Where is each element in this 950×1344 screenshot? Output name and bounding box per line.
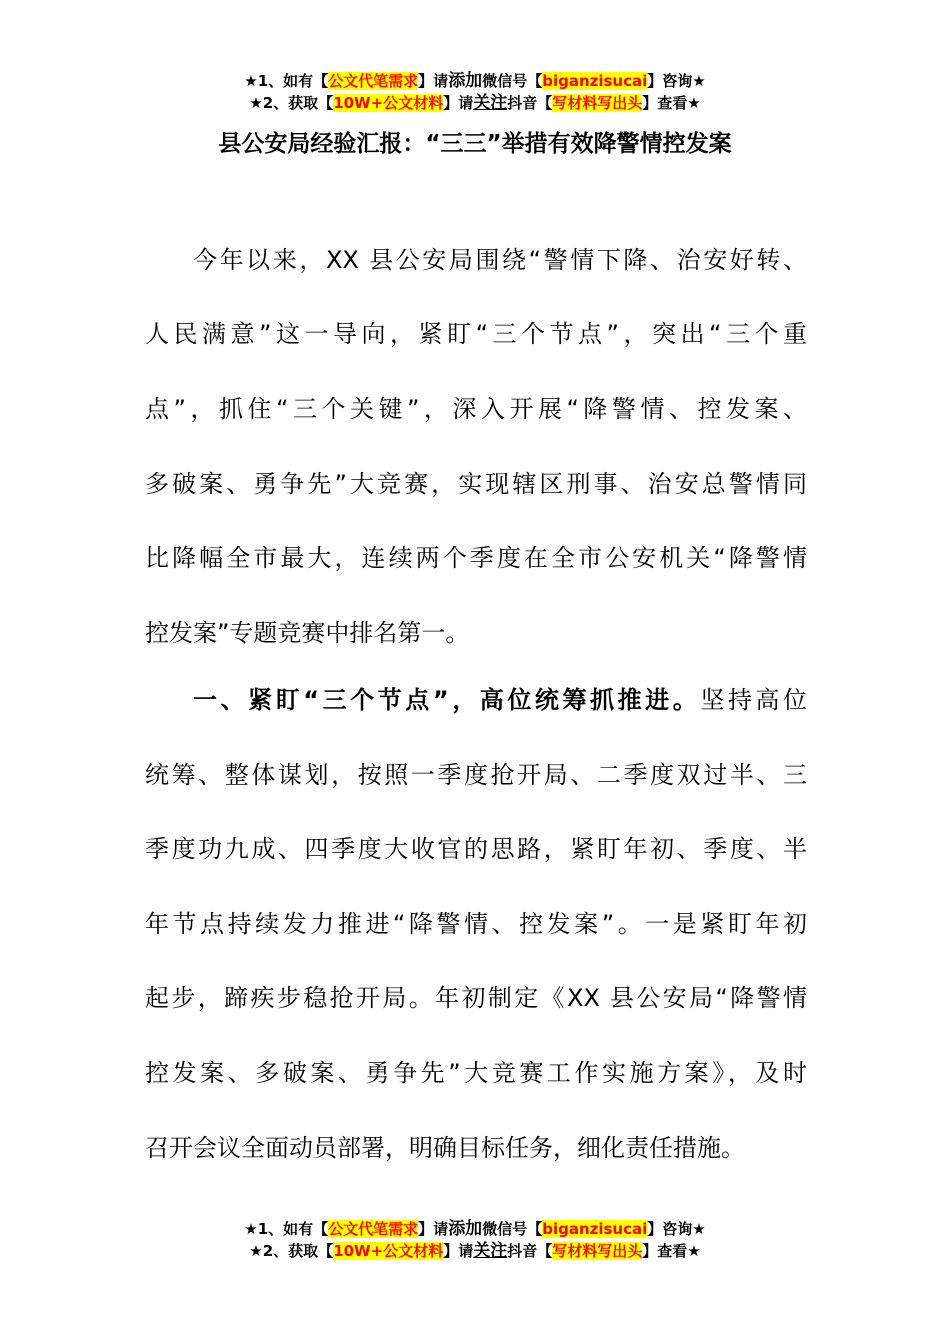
highlight-materials: 10W+公文材料	[333, 94, 444, 112]
emphasis-text: 添加	[448, 1219, 483, 1239]
banner-text: 抖音【	[507, 94, 553, 112]
paragraph-line: 今年以来，XX 县公安局围绕“警情下降、治安好转、	[193, 246, 807, 274]
paragraph-line: 点”，抓住“三个关键”，深入开展“降警情、控发案、	[145, 395, 807, 423]
banner-text: 】请	[418, 1220, 449, 1238]
document-title: 县公安局经验汇报：“三三”举措有效降警情控发案	[218, 131, 732, 157]
banner-text: ★1、如有【	[244, 72, 329, 90]
banner-line-2	[0, 1240, 950, 1262]
paragraph-line: 控发案、多破案、勇争先”大竞赛工作实施方案》，及时	[145, 1059, 807, 1087]
paragraph-line: 统筹、整体谋划，按照一季度抢开局、二季度双过半、三	[145, 761, 807, 789]
paragraph-line: 人民满意”这一导向，紧盯“三个节点”，突出“三个重	[145, 320, 807, 348]
emphasis-text: 关注	[473, 1241, 508, 1261]
paragraph-line: 控发案”专题竞赛中排名第一。	[145, 619, 470, 647]
section-heading: 一、紧盯“三个节点”，高位统筹抓推进。	[193, 686, 701, 714]
banner-line-1	[0, 70, 950, 92]
paragraph-line: 季度功九成、四季度大收官的思路，紧盯年初、季度、半	[145, 835, 807, 863]
emphasis-text: 关注	[473, 93, 508, 113]
highlight-douyin-account: 写材料写出头	[552, 94, 643, 112]
banner-text: ★2、获取【	[249, 94, 334, 112]
paragraph-line: 年节点持续发力推进“降警情、控发案”。一是紧盯年初	[145, 910, 807, 938]
banner-text: ★2、获取【	[249, 1242, 334, 1260]
paragraph-line: 召开会议全面动员部署，明确目标任务，细化责任措施。	[145, 1134, 745, 1162]
header-banner	[0, 70, 950, 114]
banner-text: ★1、如有【	[244, 1220, 329, 1238]
banner-text: 】咨询★	[647, 1220, 706, 1238]
footer-banner	[0, 1218, 950, 1262]
banner-text: 】请	[418, 72, 449, 90]
banner-text: 微信号【	[482, 72, 543, 90]
banner-text: 】请	[443, 1242, 474, 1260]
highlight-service: 公文代笔需求	[328, 1220, 419, 1238]
highlight-wechat-id: biganzisucai	[542, 72, 648, 90]
banner-text: 】查看★	[642, 1242, 701, 1260]
banner-line-2	[0, 92, 950, 114]
banner-text: 】查看★	[642, 94, 701, 112]
highlight-wechat-id: biganzisucai	[542, 1220, 648, 1238]
paragraph-line: 起步，蹄疾步稳抢开局。年初制定《XX 县公安局“降警情	[145, 984, 807, 1012]
highlight-douyin-account: 写材料写出头	[552, 1242, 643, 1260]
paragraph-text: 坚持高位	[700, 686, 808, 714]
highlight-materials: 10W+公文材料	[333, 1242, 444, 1260]
emphasis-text: 添加	[448, 71, 483, 91]
banner-text: 】咨询★	[647, 72, 706, 90]
banner-text: 】请	[443, 94, 474, 112]
banner-line-1	[0, 1218, 950, 1240]
banner-text: 抖音【	[507, 1242, 553, 1260]
banner-text: 微信号【	[482, 1220, 543, 1238]
highlight-service: 公文代笔需求	[328, 72, 419, 90]
section-heading-line	[193, 682, 807, 718]
paragraph-line: 多破案、勇争先”大竞赛，实现辖区刑事、治安总警情同	[145, 470, 807, 498]
paragraph-line: 比降幅全市最大，连续两个季度在全市公安机关“降警情	[145, 544, 807, 572]
